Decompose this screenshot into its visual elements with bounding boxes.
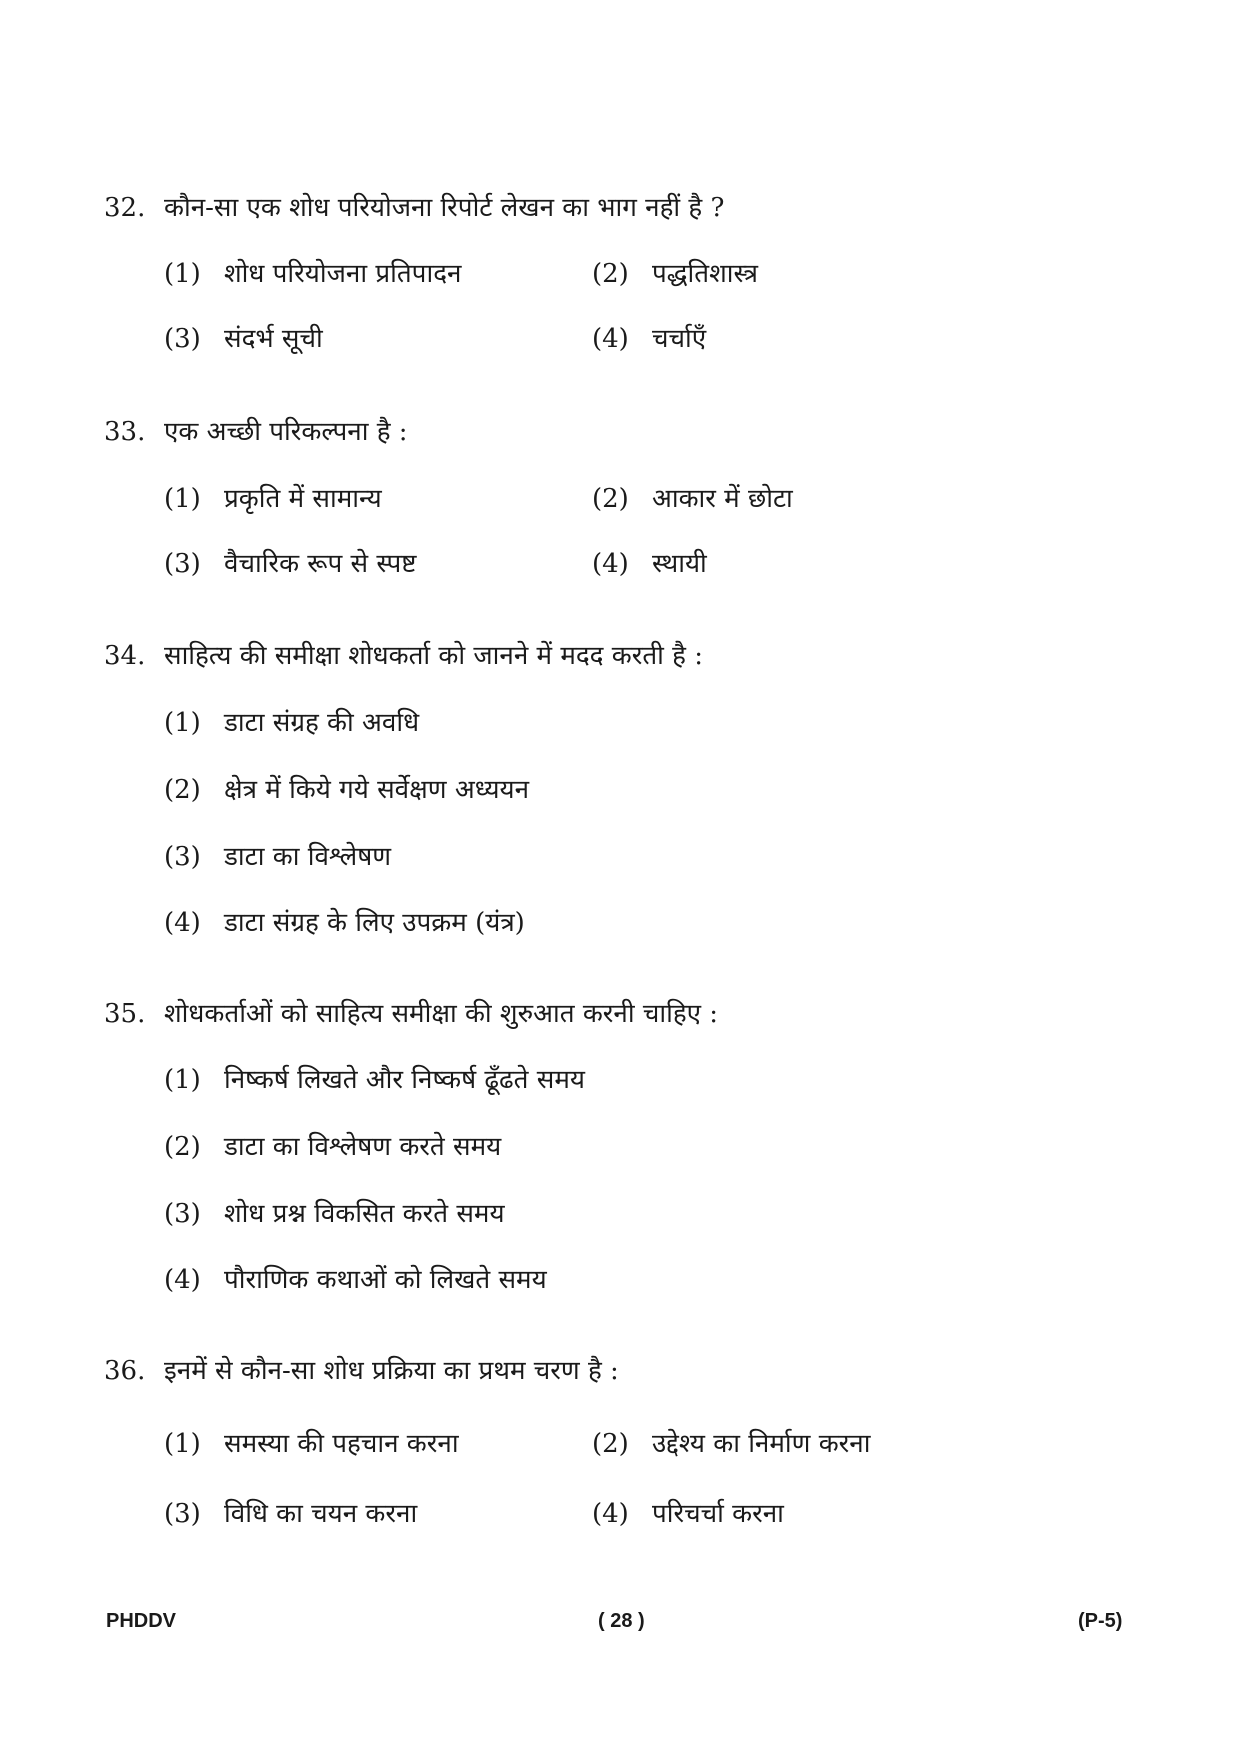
question-number: 34. [104, 641, 146, 671]
option-35-3 [164, 1196, 505, 1232]
option-number: (4) [164, 908, 201, 938]
option-34-2 [164, 772, 529, 808]
option-number: (1) [164, 1065, 201, 1095]
option-number: (2) [592, 484, 629, 514]
option-text: समस्या की पहचान करना [224, 1429, 459, 1459]
option-number: (3) [164, 549, 201, 579]
option-text: स्थायी [652, 549, 707, 579]
option-34-1 [164, 705, 419, 741]
option-35-4 [164, 1262, 547, 1298]
question-35 [104, 996, 1144, 1032]
option-number: (4) [164, 1265, 201, 1295]
option-33-4 [592, 546, 707, 582]
option-text: डाटा का विश्लेषण करते समय [224, 1132, 502, 1162]
option-number: (2) [164, 775, 201, 805]
option-text: प्रकृति में सामान्य [224, 484, 382, 514]
paper-code: PHDDV [106, 1610, 177, 1632]
option-number: (2) [592, 259, 629, 289]
option-32-4 [592, 321, 706, 357]
option-number: (4) [592, 324, 629, 354]
option-32-2 [592, 256, 758, 292]
option-number: (1) [164, 484, 201, 514]
question-text: साहित्य की समीक्षा शोधकर्ता को जानने में मदद करती है : [164, 641, 703, 671]
question-34 [104, 638, 1144, 674]
question-number: 33. [104, 417, 146, 447]
option-number: (4) [592, 1499, 629, 1529]
option-text: परिचर्चा करना [652, 1499, 784, 1529]
option-32-1 [164, 256, 461, 292]
option-number: (3) [164, 1499, 201, 1529]
option-number: (3) [164, 324, 201, 354]
option-number: (1) [164, 1429, 201, 1459]
option-35-1 [164, 1062, 585, 1098]
option-35-2 [164, 1129, 501, 1165]
option-text: क्षेत्र में किये गये सर्वेक्षण अध्ययन [224, 775, 530, 805]
option-number: (1) [164, 708, 201, 738]
option-text: शोध प्रश्न विकसित करते समय [224, 1199, 505, 1229]
option-34-4 [164, 905, 525, 941]
option-32-3 [164, 321, 323, 357]
option-text: डाटा संग्रह के लिए उपक्रम (यंत्र) [224, 908, 525, 938]
option-text: शोध परियोजना प्रतिपादन [224, 259, 462, 289]
paper-set: (P-5) [1078, 1610, 1123, 1632]
question-36 [104, 1353, 1144, 1389]
option-text: निष्कर्ष लिखते और निष्कर्ष ढूँढते समय [224, 1065, 585, 1095]
question-33 [104, 414, 1144, 450]
question-text: कौन-सा एक शोध परियोजना रिपोर्ट लेखन का भाग नहीं है ? [164, 193, 725, 223]
option-36-4 [592, 1496, 784, 1532]
option-text: पौराणिक कथाओं को लिखते समय [224, 1265, 547, 1295]
option-number: (4) [592, 549, 629, 579]
option-number: (3) [164, 1199, 201, 1229]
option-number: (2) [592, 1429, 629, 1459]
option-text: डाटा का विश्लेषण [224, 842, 392, 872]
question-number: 35. [104, 999, 146, 1029]
option-text: डाटा संग्रह की अवधि [224, 708, 420, 738]
question-number: 32. [104, 193, 146, 223]
question-text: एक अच्छी परिकल्पना है : [164, 417, 408, 447]
page-number: ( 28 ) [598, 1610, 645, 1632]
option-36-3 [164, 1496, 417, 1532]
option-text: आकार में छोटा [652, 484, 793, 514]
option-text: पद्धतिशास्त्र [652, 259, 758, 289]
option-36-2 [592, 1426, 870, 1462]
option-36-1 [164, 1426, 459, 1462]
question-number: 36. [104, 1356, 146, 1386]
option-number: (3) [164, 842, 201, 872]
option-text: विधि का चयन करना [224, 1499, 418, 1529]
option-number: (2) [164, 1132, 201, 1162]
option-text: संदर्भ सूची [224, 324, 323, 354]
option-33-3 [164, 546, 416, 582]
option-34-3 [164, 839, 391, 875]
option-text: चर्चाएँ [652, 324, 707, 354]
option-33-1 [164, 481, 382, 517]
question-32 [104, 190, 1144, 226]
question-text: शोधकर्ताओं को साहित्य समीक्षा की शुरुआत करनी चाहिए : [164, 999, 719, 1029]
question-text: इनमें से कौन-सा शोध प्रक्रिया का प्रथम चरण है : [164, 1356, 619, 1386]
option-text: वैचारिक रूप से स्पष्ट [224, 549, 417, 579]
option-text: उद्देश्य का निर्माण करना [652, 1429, 871, 1459]
option-number: (1) [164, 259, 201, 289]
option-33-2 [592, 481, 793, 517]
